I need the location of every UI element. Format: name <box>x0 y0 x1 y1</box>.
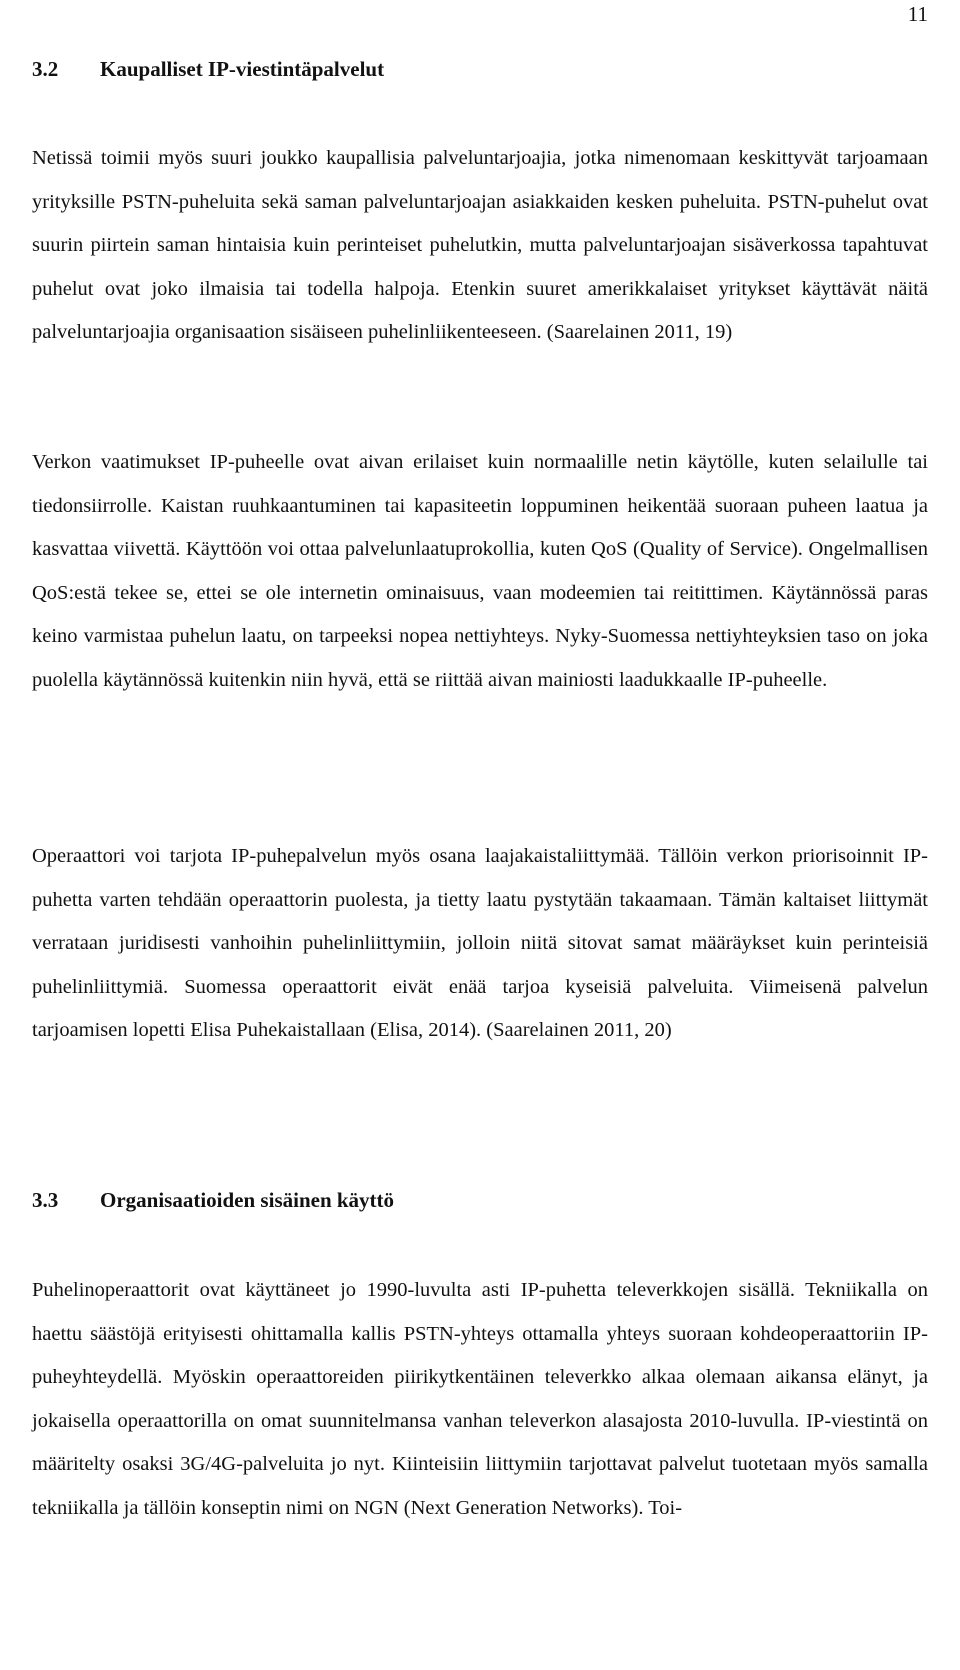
paragraph-internal-use: Puhelinoperaattorit ovat käyttäneet jo 1990-luvulta asti IP-puhetta televerkkojen sisällä. Tekniikalla on haettu säästöjä erityisesti ohittamalla kallis PSTN-yhteys ottamalla yhteys suoraan kohdeoperaattoriin IP-puheyhteydellä. Myöskin operaattoreiden piirikytkentäinen televerkko alkaa olemaan aikansa elänyt, ja jokaisella operaattorilla on omat suunnitelmansa vanhan televerkon alasajosta 2010-luvulla. IP-viestintä on määritelty osaksi 3G/4G-palveluita jo nyt. Kiinteisiin liittymiin tarjottavat palvelut tuotetaan myös samalla tekniikalla ja tällöin konseptin nimi on NGN (Next Generation Networks). Toi- <box>32 1279 928 1519</box>
section-heading-3-3 <box>32 1188 394 1213</box>
section-number: 3.3 <box>32 1188 59 1212</box>
paragraph-network-requirements: Verkon vaatimukset IP-puheelle ovat aivan erilaiset kuin normaalille netin käytölle, kuten selailulle tai tiedonsiirrolle. Kaistan ruuhkaantuminen tai kapasiteetin loppuminen heikentää suoraan puheen laatua ja kasvattaa viivettä. Käyttöön voi ottaa palvelunlaatuprokollia, kuten QoS (Quality of Service). Ongelmallisen QoS:estä tekee se, ettei se ole internetin ominaisuus, vaan modeemien tai reitittimen. Käytännössä paras keino varmistaa puhelun laatu, on tarpeeksi nopea nettiyhteys. Nyky-Suomessa nettiyhteyksien taso on joka puolella käytännössä kuitenkin niin hyvä, että se riittää aivan mainiosti laadukkaalle IP-puheelle. <box>32 451 928 691</box>
section-title: Organisaatioiden sisäinen käyttö <box>100 1188 395 1212</box>
paragraph-operator-service: Operaattori voi tarjota IP-puhepalvelun myös osana laajakaistaliittymää. Tällöin verkon priorisoinnit IP-puhetta varten tehdään operaattorin puolesta, ja tietty laatu pystytään takaamaan. Tämän kaltaiset liittymät verrataan juridisesti vanhoihin puhelinliittymiin, jolloin niitä sitovat samat määräykset kuin perinteisiä puhelinliittymiä. Suomessa operaattorit eivät enää tarjoa kyseisiä palveluita. Viimeisenä palvelun tarjoamisen lopetti Elisa Puhekaistallaan (Elisa, 2014). (Saarelainen 2011, 20) <box>32 845 928 1042</box>
paragraph-commercial-providers: Netissä toimii myös suuri joukko kaupallisia palveluntarjoajia, jotka nimenomaan keskittyvät tarjoamaan yrityksille PSTN-puheluita sekä saman palveluntarjoajan asiakkaiden kesken puheluita. PSTN-puhelut ovat suurin piirtein saman hintaisia kuin perinteiset puhelutkin, mutta palveluntarjoajan sisäverkossa tapahtuvat puhelut ovat joko ilmaisia tai todella halpoja. Etenkin suuret amerikkalaiset yritykset käyttävät näitä palveluntarjoajia organisaation sisäiseen puhelinliikenteeseen. (Saarelainen 2011, 19) <box>32 147 928 344</box>
section-heading-3-2 <box>32 57 384 82</box>
page-number: 11 <box>907 2 928 26</box>
section-number: 3.2 <box>32 57 59 81</box>
section-title: Kaupalliset IP-viestintäpalvelut <box>100 57 385 81</box>
